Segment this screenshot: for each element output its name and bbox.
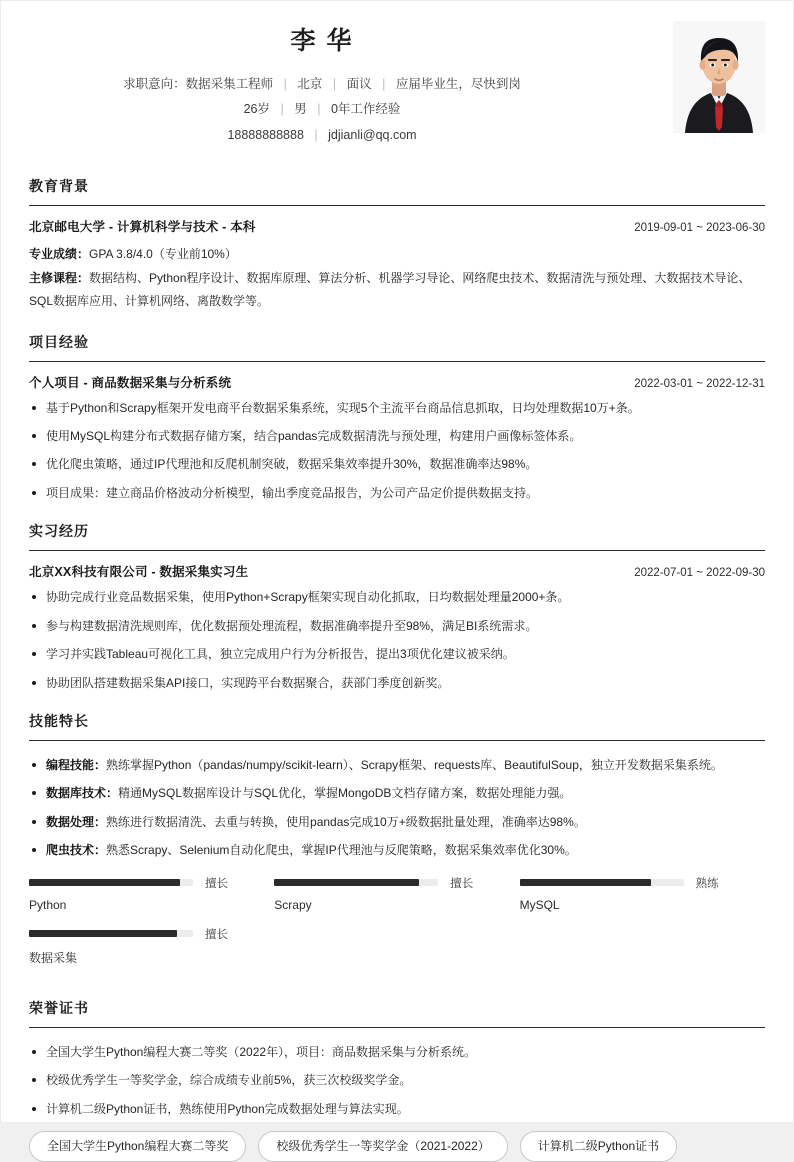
header-line-objective xyxy=(29,72,615,98)
section-internship xyxy=(1,521,793,693)
skill-name-label: Scrapy xyxy=(274,897,312,912)
bullet-text: 全国大学生Python编程大赛二等奖（2022年），项目：商品数据采集与分析系统。 xyxy=(46,1044,477,1059)
candidate-experience: 0年工作经验 xyxy=(330,102,401,117)
education-gpa-value: GPA 3.8/4.0（专业前10%） xyxy=(89,247,237,262)
skill-level-label: 擅长 xyxy=(205,928,228,941)
header-line-personal xyxy=(29,97,615,123)
skill-level-label: 熟练 xyxy=(695,877,719,890)
bullet-text: 基于Python和Scrapy框架开发电商平台数据采集系统，实现5个主流平台商品信息抓取，日均处理数据10万+条。 xyxy=(46,400,640,415)
job-objective: 求职意向：数据采集工程师 xyxy=(123,76,274,91)
bullet-text: 协助团队搭建数据采集API接口，实现跨平台数据聚合，获部门季度创新奖。 xyxy=(46,675,450,690)
bullet-dot-icon xyxy=(32,848,36,852)
header-text-block xyxy=(29,25,765,148)
internship-date: 2022-07-01 ~ 2022-09-30 xyxy=(634,567,765,580)
skill-progress-track xyxy=(274,879,438,886)
skill-bar-grid xyxy=(29,875,765,980)
separator-icon: | xyxy=(280,102,284,117)
skill-level-label: 擅长 xyxy=(450,877,474,890)
candidate-name: 李 华 xyxy=(290,27,354,55)
separator-icon: | xyxy=(382,76,386,91)
list-item xyxy=(29,813,765,832)
avatar xyxy=(673,21,765,133)
bullet-dot-icon xyxy=(32,820,36,824)
section-title-projects: 项目经验 xyxy=(29,332,765,362)
list-item xyxy=(29,784,765,803)
honor-tag[interactable]: 全国大学生Python编程大赛二等奖 xyxy=(29,1131,246,1161)
section-honors xyxy=(1,998,793,1162)
list-item xyxy=(29,1071,765,1090)
skill-text: 熟练进行数据清洗、去重与转换，使用pandas完成10万+级数据批量处理，准确率达98%。 xyxy=(106,814,586,829)
bullet-dot-icon xyxy=(32,1107,36,1111)
list-item xyxy=(29,427,765,446)
education-courses-line xyxy=(29,267,765,314)
bullet-dot-icon xyxy=(32,681,36,685)
education-courses-label: 主修课程： xyxy=(29,270,90,285)
education-school: 北京邮电大学 - 计算机科学与技术 - 本科 xyxy=(29,220,256,235)
skill-label: 数据库技术： xyxy=(46,786,119,801)
skill-progress-fill xyxy=(29,879,180,886)
separator-icon: | xyxy=(317,102,321,117)
project-name: 个人项目 - 商品数据采集与分析系统 xyxy=(29,375,232,390)
skill-bar-item xyxy=(29,875,274,912)
section-title-honors: 荣誉证书 xyxy=(29,998,765,1028)
bullet-dot-icon xyxy=(32,434,36,438)
section-body-projects xyxy=(29,362,765,504)
bullet-text: 使用MySQL构建分布式数据存储方案，结合pandas完成数据清洗与预处理，构建用户画像标签体系。 xyxy=(46,428,582,443)
honors-bullet-list xyxy=(29,1043,765,1119)
separator-icon: | xyxy=(314,127,318,142)
bullet-dot-icon xyxy=(32,791,36,795)
candidate-email[interactable]: jdjianli@qq.com xyxy=(328,127,417,142)
internship-bullet-list xyxy=(29,588,765,693)
resume-header xyxy=(1,1,793,158)
separator-icon: | xyxy=(332,76,337,91)
job-salary: 面议 xyxy=(346,76,372,91)
bullet-dot-icon xyxy=(32,1050,36,1054)
skill-label: 数据处理： xyxy=(46,814,107,829)
section-projects xyxy=(1,332,793,504)
section-title-internship: 实习经历 xyxy=(29,521,765,551)
candidate-gender: 男 xyxy=(294,102,307,117)
list-item xyxy=(29,674,765,693)
skill-progress-track xyxy=(29,930,193,937)
section-title-skills: 技能特长 xyxy=(29,711,765,741)
skill-level-label: 擅长 xyxy=(205,877,228,890)
bullet-dot-icon xyxy=(32,595,36,599)
bullet-dot-icon xyxy=(32,763,36,767)
skill-bar-row xyxy=(520,875,747,891)
skill-name-label: 数据采集 xyxy=(29,950,78,965)
skill-text: 熟练掌握Python（pandas/numpy/scikit-learn）、Scrapy框架、requests库、BeautifulSoup，独立开发数据采集系统。 xyxy=(106,758,723,773)
education-courses-value: 数据结构、Python程序设计、数据库原理、算法分析、机器学习导论、网络爬虫技术、数据清洗与预处理、大数据技术导论、SQL数据库应用、计算机网络、离散数学等。 xyxy=(29,270,751,309)
skill-label: 爬虫技术： xyxy=(46,843,107,858)
project-entry-head xyxy=(29,373,765,391)
skill-progress-track xyxy=(520,879,684,886)
skill-bar-row xyxy=(29,875,256,891)
bullet-text: 学习并实践Tableau可视化工具，独立完成用户行为分析报告，提出3项优化建议被采纳。 xyxy=(46,647,515,662)
section-body-skills xyxy=(29,741,765,980)
list-item xyxy=(29,756,765,775)
portrait-avatar-icon xyxy=(673,21,765,133)
job-city: 北京 xyxy=(297,76,323,91)
project-bullet-list xyxy=(29,399,765,504)
honor-tag-row xyxy=(29,1131,765,1161)
bullet-text: 参与构建数据清洗规则库，优化数据预处理流程，数据准确率提升至98%，满足BI系统需求。 xyxy=(46,618,538,633)
skills-bullet-list xyxy=(29,756,765,861)
section-body-honors xyxy=(29,1028,765,1162)
candidate-age: 26岁 xyxy=(243,102,270,117)
skill-progress-fill xyxy=(29,930,177,937)
bullet-dot-icon xyxy=(32,652,36,656)
bullet-text: 项目成果：建立商品价格波动分析模型，输出季度竞品报告，为公司产品定价提供数据支持。 xyxy=(46,485,539,500)
skill-text: 精通MySQL数据库设计与SQL优化，掌握MongoDB文档存储方案，数据处理能力强。 xyxy=(118,786,572,801)
bullet-dot-icon xyxy=(32,491,36,495)
bullet-dot-icon xyxy=(32,462,36,466)
bullet-dot-icon xyxy=(32,624,36,628)
candidate-phone[interactable]: 18888888888 xyxy=(227,127,304,142)
list-item xyxy=(29,841,765,860)
bullet-text: 协助完成行业竞品数据采集，使用Python+Scrapy框架实现自动化抓取，日均数据处理量2000+条。 xyxy=(46,590,570,605)
skill-bar-item xyxy=(29,926,274,966)
header-line-contact xyxy=(29,123,615,149)
bullet-text: 校级优秀学生一等奖学金，综合成绩专业前5%，获三次校级奖学金。 xyxy=(46,1073,412,1088)
skill-progress-fill xyxy=(520,879,651,886)
education-gpa-line xyxy=(29,243,765,266)
skill-bar-item xyxy=(520,875,765,912)
bullet-text: 优化爬虫策略，通过IP代理池和反爬机制突破，数据采集效率提升30%，数据准确率达98%。 xyxy=(46,457,538,472)
skill-name-label: Python xyxy=(29,897,67,912)
skill-progress-fill xyxy=(274,879,418,886)
list-item xyxy=(29,588,765,607)
skill-label: 编程技能： xyxy=(46,758,107,773)
skill-progress-track xyxy=(29,879,193,886)
list-item xyxy=(29,484,765,503)
internship-company: 北京XX科技有限公司 - 数据采集实习生 xyxy=(29,565,249,580)
internship-entry-head xyxy=(29,562,765,580)
section-education xyxy=(1,176,793,313)
skill-bar-row xyxy=(29,926,256,942)
job-availability: 应届毕业生，尽快到岗 xyxy=(395,76,521,91)
section-skills xyxy=(1,711,793,980)
skill-bar-item xyxy=(274,875,519,912)
skill-bar-row xyxy=(274,875,501,891)
education-date: 2019-09-01 ~ 2023-06-30 xyxy=(634,222,765,235)
bullet-text: 计算机二级Python证书，熟练使用Python完成数据处理与算法实现。 xyxy=(46,1101,409,1116)
list-item xyxy=(29,1043,765,1062)
list-item xyxy=(29,617,765,636)
education-entry-head xyxy=(29,217,765,235)
list-item xyxy=(29,399,765,418)
bullet-dot-icon xyxy=(32,406,36,410)
skill-name-label: MySQL xyxy=(519,897,560,912)
honor-tag[interactable]: 校级优秀学生一等奖学金（2021-2022） xyxy=(258,1131,507,1161)
project-date: 2022-03-01 ~ 2022-12-31 xyxy=(634,377,765,390)
education-gpa-label: 专业成绩： xyxy=(29,247,90,262)
section-title-education: 教育背景 xyxy=(29,176,765,206)
honor-tag[interactable]: 计算机二级Python证书 xyxy=(520,1131,677,1161)
section-body-education xyxy=(29,206,765,313)
list-item xyxy=(29,645,765,664)
list-item xyxy=(29,1100,765,1119)
separator-icon: | xyxy=(283,76,287,91)
section-body-internship xyxy=(29,551,765,693)
list-item xyxy=(29,455,765,474)
bullet-dot-icon xyxy=(32,1078,36,1082)
skill-text: 熟悉Scrapy、Selenium自动化爬虫，掌握IP代理池与反爬策略，数据采集效率优化30%。 xyxy=(106,843,577,858)
